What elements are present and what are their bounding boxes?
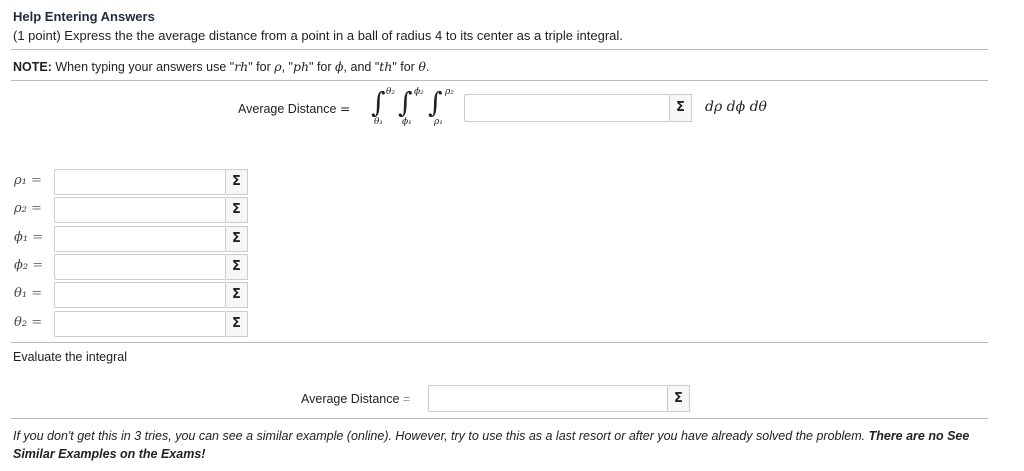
- limit-equation-editor-button[interactable]: Σ: [226, 254, 248, 280]
- limit-equation-editor-button[interactable]: Σ: [226, 169, 248, 195]
- limit-row: [14, 311, 274, 335]
- note-ph: ph: [292, 59, 310, 74]
- limit-row: [14, 226, 274, 250]
- limit-equation-editor-button[interactable]: Σ: [226, 311, 248, 337]
- problem-statement: (1 point) Express the the average distance from a point in a ball of radius 4 to its center as a triple integral.: [13, 28, 623, 43]
- limit-equation-editor-button[interactable]: Σ: [226, 282, 248, 308]
- note-part: , ": [281, 60, 293, 74]
- average-distance-text: Average Distance: [238, 102, 337, 116]
- average-distance-label: [238, 101, 350, 116]
- integrand-input[interactable]: [464, 94, 670, 122]
- divider: [11, 418, 988, 419]
- divider: [11, 80, 988, 81]
- differentials: dρ dϕ dθ: [705, 99, 767, 115]
- footer-italic-text: If you don't get this in 3 tries, you can see a similar example (online). However, try to use this as a last resort or after you have already solved the problem.: [13, 429, 869, 443]
- answer-label: [301, 392, 410, 406]
- note-part: " for: [248, 60, 275, 74]
- note-theta: θ: [418, 59, 426, 74]
- middle-lower-limit: ϕ₁: [402, 117, 412, 127]
- limit-symbol: θ₂: [14, 314, 28, 330]
- limit-input[interactable]: [54, 311, 226, 337]
- note-rho: ρ: [274, 59, 282, 74]
- note-phi: ϕ: [335, 59, 344, 74]
- answer-equation-editor-button[interactable]: Σ: [668, 385, 690, 412]
- limit-label: [14, 230, 43, 245]
- note-part: .: [425, 60, 430, 74]
- note-part: " for: [309, 60, 336, 74]
- triple-integral-row: [238, 86, 798, 130]
- limit-symbol: ϕ₁: [14, 229, 29, 245]
- limit-symbol: ρ₂: [14, 201, 27, 217]
- equals-sign: =: [32, 257, 44, 273]
- inner-upper-limit: ρ₂: [445, 87, 454, 97]
- evaluate-label: Evaluate the integral: [13, 350, 127, 364]
- equals-sign: =: [31, 173, 42, 188]
- inner-lower-limit: ρ₁: [434, 117, 443, 127]
- limit-input[interactable]: [54, 197, 226, 223]
- limit-label: [14, 258, 43, 273]
- equals-sign: =: [31, 201, 42, 217]
- note-part: " for: [392, 60, 419, 74]
- limit-label: [14, 173, 42, 188]
- outer-lower-limit: θ₁: [374, 117, 384, 127]
- inner-integral-sign: ∫: [428, 86, 443, 119]
- limit-input[interactable]: [54, 282, 226, 308]
- note-rh: rh: [234, 59, 249, 74]
- limit-symbol: ρ₁: [14, 173, 27, 188]
- limit-label: [14, 286, 42, 301]
- limit-row: [14, 169, 274, 193]
- middle-upper-limit: ϕ₂: [414, 87, 424, 97]
- limit-label: [14, 201, 42, 216]
- outer-upper-limit: θ₂: [386, 87, 396, 97]
- divider: [11, 49, 988, 50]
- note-label: NOTE:: [13, 60, 52, 74]
- footer-bold-text: There are no See Similar Examples on the Exams!: [13, 429, 970, 461]
- help-entering-answers-link[interactable]: Help Entering Answers: [13, 9, 155, 24]
- limit-symbol: θ₁: [14, 286, 28, 302]
- equals-sign: =: [402, 392, 411, 406]
- answer-label-text: Average Distance: [301, 392, 400, 406]
- outer-integral-sign: ∫: [371, 86, 386, 119]
- limit-row: [14, 282, 274, 306]
- divider: [11, 342, 988, 343]
- limit-equation-editor-button[interactable]: Σ: [226, 226, 248, 252]
- average-distance-answer-input[interactable]: [428, 385, 668, 412]
- limit-label: [14, 315, 42, 330]
- limit-symbol: ϕ₂: [14, 257, 29, 273]
- limit-input[interactable]: [54, 226, 226, 252]
- limit-equation-editor-button[interactable]: Σ: [226, 197, 248, 223]
- limit-row: [14, 197, 274, 221]
- note-text: [13, 59, 429, 74]
- middle-integral-sign: ∫: [398, 86, 413, 119]
- footer-note: [13, 427, 988, 463]
- limit-input[interactable]: [54, 254, 226, 280]
- equals-sign: =: [339, 101, 351, 116]
- equals-sign: =: [31, 314, 43, 330]
- equals-sign: =: [32, 229, 44, 245]
- limit-row: [14, 254, 274, 278]
- note-th: th: [379, 59, 393, 74]
- integrand-equation-editor-button[interactable]: Σ: [670, 94, 692, 122]
- note-part: , and ": [343, 60, 380, 74]
- limit-input[interactable]: [54, 169, 226, 195]
- equals-sign: =: [31, 286, 43, 302]
- note-part: When typing your answers use ": [51, 60, 235, 74]
